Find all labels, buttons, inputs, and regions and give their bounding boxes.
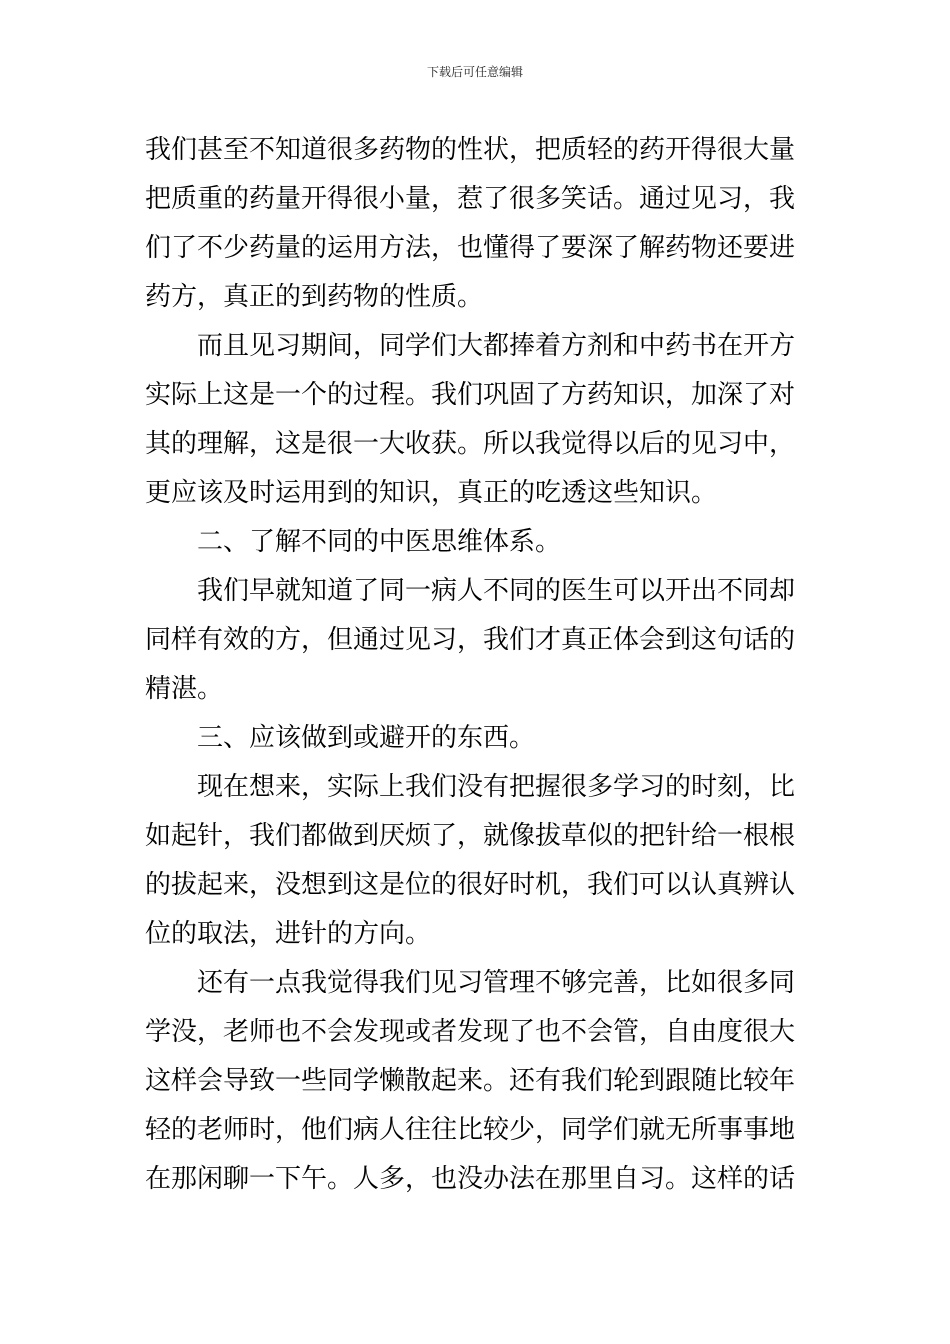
text-line: 学没，老师也不会发现或者发现了也不会管，自由度很大 (145, 1017, 796, 1047)
section-heading: 二、了解不同的中医思维体系。 (197, 527, 562, 557)
text-line: 而且见习期间，同学们大都捧着方剂和中药书在开方 (197, 331, 796, 361)
text-line: 轻的老师时，他们病人往往比较少，同学们就无所事事地 (145, 1115, 796, 1145)
text-line: 还有一点我觉得我们见习管理不够完善，比如很多同 (197, 968, 796, 998)
text-line: 把质重的药量开得很小量，惹了很多笑话。通过见习，我 (145, 184, 796, 214)
paragraph-2 (145, 322, 810, 518)
text-line: 其的理解，这是很一大收获。所以我觉得以后的见习中， (145, 429, 796, 459)
text-line: 现在想来，实际上我们没有把握很多学习的时刻，比 (197, 772, 796, 802)
text-line: 我们早就知道了同一病人不同的医生可以开出不同却 (197, 576, 796, 606)
text-line: 们了不少药量的运用方法，也懂得了要深了解药物还要进 (145, 233, 796, 263)
text-line: 位的取法，进针的方向。 (145, 919, 432, 949)
text-line: 更应该及时运用到的知识，真正的吃透这些知识。 (145, 478, 718, 508)
text-line: 在那闲聊一下午。人多，也没办法在那里自习。这样的话 (145, 1164, 796, 1194)
paragraph-1 (145, 126, 810, 322)
paragraph-4 (145, 763, 810, 959)
text-line: 同样有效的方，但通过见习，我们才真正体会到这句话的 (145, 625, 796, 655)
text-line: 我们甚至不知道很多药物的性状，把质轻的药开得很大量 (145, 135, 796, 165)
section-heading-3 (145, 714, 810, 763)
text-line: 的拔起来，没想到这是位的很好时机，我们可以认真辨认 (145, 870, 796, 900)
document-body (145, 126, 810, 1204)
section-heading: 三、应该做到或避开的东西。 (197, 723, 536, 753)
page-header: 下载后可任意编辑 (426, 65, 523, 79)
text-line: 如起针，我们都做到厌烦了，就像拔草似的把针给一根根 (145, 821, 796, 851)
paragraph-3 (145, 567, 810, 714)
paragraph-5 (145, 959, 810, 1204)
text-line: 药方，真正的到药物的性质。 (145, 282, 484, 312)
text-line: 这样会导致一些同学懒散起来。还有我们轮到跟随比较年 (145, 1066, 796, 1096)
text-line: 精湛。 (145, 674, 224, 704)
text-line: 实际上这是一个的过程。我们巩固了方药知识，加深了对 (145, 380, 796, 410)
section-heading-2 (145, 518, 810, 567)
